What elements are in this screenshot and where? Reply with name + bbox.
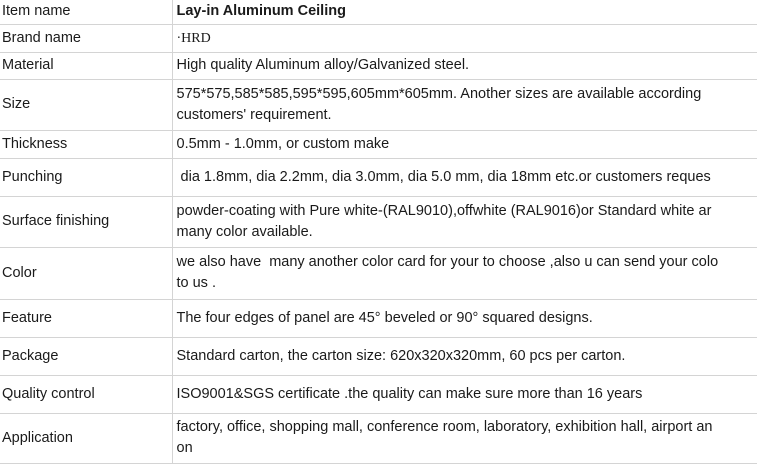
row-value: High quality Aluminum alloy/Galvanized steel.	[172, 52, 757, 79]
row-value: Lay-in Aluminum Ceiling	[172, 0, 757, 24]
row-label: Surface finishing	[0, 196, 172, 247]
table-row	[0, 375, 757, 413]
row-value: Standard carton, the carton size: 620x320x320mm, 60 pcs per carton.	[172, 337, 757, 375]
row-label: Item name	[0, 0, 172, 24]
row-label: Quality control	[0, 375, 172, 413]
row-value: powder-coating with Pure white-(RAL9010),offwhite (RAL9016)or Standard white ar many color available.	[172, 196, 757, 247]
table-row	[0, 196, 757, 247]
row-value: dia 1.8mm, dia 2.2mm, dia 3.0mm, dia 5.0 mm, dia 18mm etc.or customers reques	[172, 158, 757, 196]
table-row	[0, 79, 757, 130]
row-label: Punching	[0, 158, 172, 196]
row-label: Application	[0, 413, 172, 463]
table-row	[0, 158, 757, 196]
row-label: Package	[0, 337, 172, 375]
table-row	[0, 247, 757, 299]
row-value: The four edges of panel are 45° beveled or 90° squared designs.	[172, 299, 757, 337]
table-row	[0, 337, 757, 375]
table-row	[0, 299, 757, 337]
row-value: ISO9001&SGS certificate .the quality can make sure more than 16 years	[172, 375, 757, 413]
table-row	[0, 413, 757, 463]
row-label: Size	[0, 79, 172, 130]
row-value: ·HRD	[172, 24, 757, 52]
row-value: factory, office, shopping mall, conference room, laboratory, exhibition hall, airport an on	[172, 413, 757, 463]
row-value: 575*575,585*585,595*595,605mm*605mm. Another sizes are available according customers' requirement.	[172, 79, 757, 130]
row-label: Feature	[0, 299, 172, 337]
table-row	[0, 0, 757, 24]
table-row	[0, 52, 757, 79]
table-row	[0, 24, 757, 52]
row-label: Thickness	[0, 130, 172, 158]
row-value: we also have many another color card for your to choose ,also u can send your colo to us .	[172, 247, 757, 299]
row-label: Material	[0, 52, 172, 79]
row-label: Brand name	[0, 24, 172, 52]
row-label: Color	[0, 247, 172, 299]
table-row	[0, 130, 757, 158]
row-value: 0.5mm - 1.0mm, or custom make	[172, 130, 757, 158]
